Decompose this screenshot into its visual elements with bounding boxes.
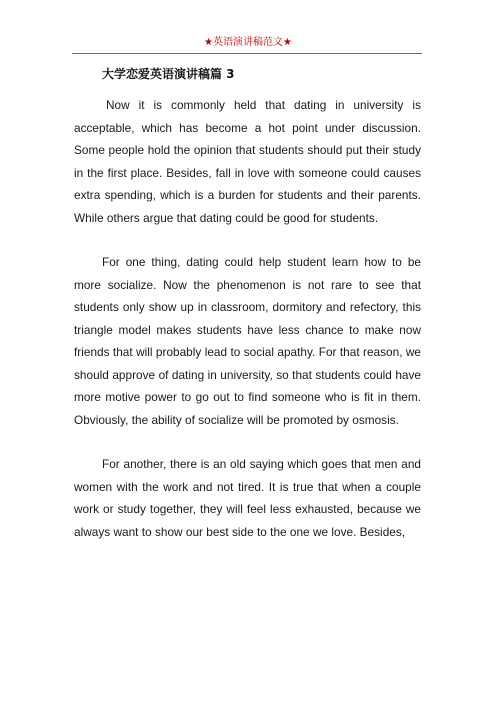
- paragraph-1: Now it is commonly held that dating in university is acceptable, which has become a hot point under discussion. Some people hold the opinion that students should put their study in the first place. Besides, fall in love with someone could causes extra spending, which is a burden for students and their parents. While others argue that dating could be good for students.: [74, 98, 421, 225]
- page-header: [0, 36, 496, 50]
- header-text: ★英语演讲稿范文★: [204, 37, 292, 48]
- header-divider: [72, 53, 422, 54]
- document-title: 大学恋爱英语演讲稿篇 3: [102, 67, 235, 81]
- paragraph-3: For another, there is an old saying which goes that men and women with the work and not tired. It is true that when a couple work or study together, they will feel less exhausted, because we always want to show our best side to the one we love. Besides,: [74, 457, 421, 539]
- paragraph-2: For one thing, dating could help student learn how to be more socialize. Now the phenomenon is not rare to see that students only show up in classroom, dormitory and refectory, this triangle model makes students have less chance to make now friends that will probably lead to social apathy. For that reason, we should approve of dating in university, so that students could have more motive power to go out to find someone who is fit in them. Obviously, the ability of socialize will be promoted by osmosis.: [74, 255, 421, 427]
- document-body: [74, 64, 421, 565]
